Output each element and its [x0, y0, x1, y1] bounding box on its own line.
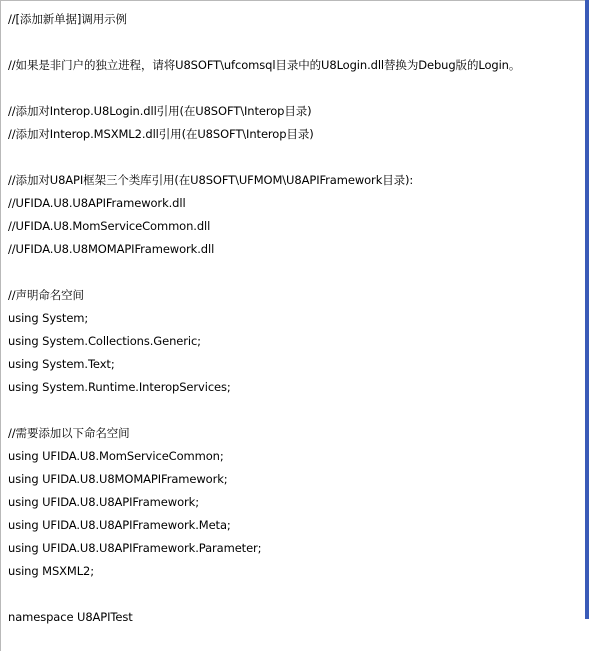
- code-line: using MSXML2;: [8, 564, 95, 578]
- code-line: //声明命名空间: [8, 288, 84, 302]
- code-line: //[添加新单据]调用示例: [8, 12, 127, 26]
- code-line: [8, 587, 520, 610]
- code-line: //UFIDA.U8.MomServiceCommon.dll: [8, 219, 211, 233]
- window-edge-accent: [585, 0, 589, 619]
- code-line: using UFIDA.U8.MomServiceCommon;: [8, 449, 224, 463]
- code-line: using UFIDA.U8.U8APIFramework.Parameter;: [8, 541, 262, 555]
- code-line: //添加对Interop.U8Login.dll引用(在U8SOFT\Interop目录): [8, 104, 312, 118]
- code-line: using System.Text;: [8, 357, 115, 371]
- code-line: namespace U8APITest: [8, 610, 133, 624]
- code-line: //添加对Interop.MSXML2.dll引用(在U8SOFT\Interop目录): [8, 127, 314, 141]
- code-line: [8, 35, 520, 58]
- code-line: //如果是非门户的独立进程，请将U8SOFT\ufcomsql目录中的U8Login.dll替换为Debug版的Login。: [8, 58, 521, 72]
- code-line: using UFIDA.U8.U8APIFramework;: [8, 495, 199, 509]
- code-line: using UFIDA.U8.U8MOMAPIFramework;: [8, 472, 228, 486]
- code-line: //UFIDA.U8.U8MOMAPIFramework.dll: [8, 242, 215, 256]
- code-line: [8, 81, 520, 104]
- code-line: //需要添加以下命名空间: [8, 426, 130, 440]
- code-line: using System.Collections.Generic;: [8, 334, 201, 348]
- code-line: //添加对U8API框架三个类库引用(在U8SOFT\UFMOM\U8APIFramework目录):: [8, 173, 414, 187]
- code-line: using System.Runtime.InteropServices;: [8, 380, 231, 394]
- code-line: using System;: [8, 311, 89, 325]
- code-block: [8, 12, 520, 633]
- code-line: //UFIDA.U8.U8APIFramework.dll: [8, 196, 186, 210]
- code-line: using UFIDA.U8.U8APIFramework.Meta;: [8, 518, 231, 532]
- code-line: [8, 150, 520, 173]
- code-line: [8, 403, 520, 426]
- code-line: [8, 265, 520, 288]
